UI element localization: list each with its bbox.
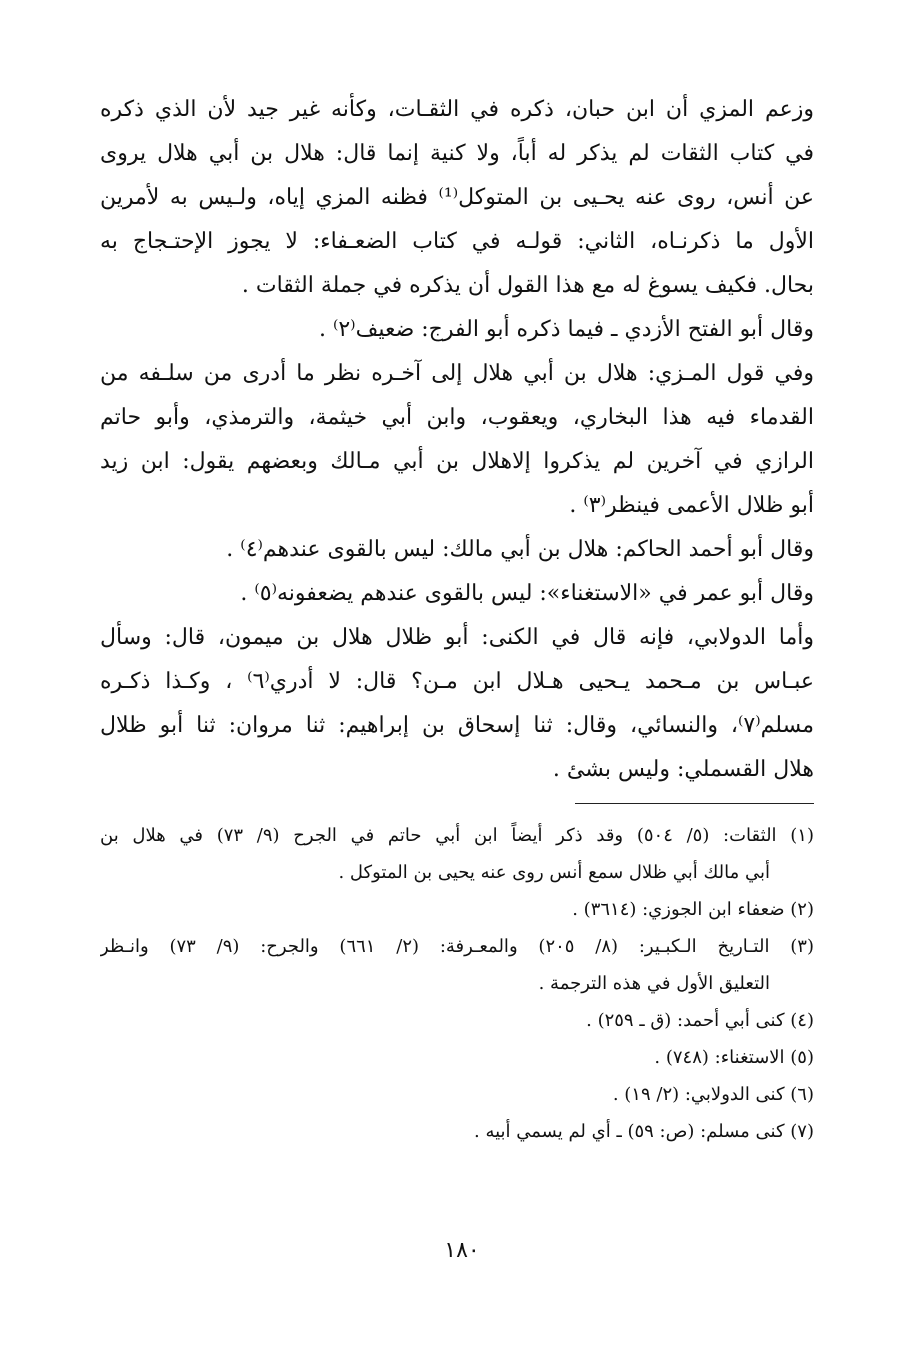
main-text xyxy=(100,88,814,792)
text-line: عن أنس، روى عنه يحـيى بن المتوكل⁽¹⁾ فظنه المزي إياه، ولـيس به لأمرين xyxy=(100,185,814,210)
text-line: القدماء فيه هذا البخاري، ويعقوب، وابن أبي خيثمة، والترمذي، وأبو حاتم xyxy=(100,405,814,430)
footnote-line: (١) الثقات: (٥/ ٥٠٤) وقد ذكر أيضاً ابن أبي حاتم في الجرح (٩/ ٧٣) في هلال بن xyxy=(100,825,814,846)
footnote-line: (٥) الاستغناء: (٧٤٨) . xyxy=(654,1047,814,1068)
text-line: وقال أبو أحمد الحاكم: هلال بن أبي مالك: ليس بالقوى عندهم⁽٤⁾ . xyxy=(226,537,814,562)
footnotes xyxy=(100,817,814,1150)
footnote-line: (٤) كنى أبي أحمد: (ق ـ ٢٥٩) . xyxy=(586,1010,814,1031)
text-line: أبو ظلال الأعمى فينظر⁽٣⁾ . xyxy=(569,493,814,518)
footnote-line: (٣) التـاريخ الـكبـير: (٨/ ٢٠٥) والمعـرفة: (٢/ ٦٦١) والجرح: (٩/ ٧٣) وانـظر xyxy=(100,936,814,957)
text-line: هلال القسملي: وليس بشئ . xyxy=(552,757,814,782)
text-line: وقال أبو الفتح الأزدي ـ فيما ذكره أبو الفرج: ضعيف⁽٢⁾ . xyxy=(318,317,814,342)
text-line: وقال أبو عمر في «الاستغناء»: ليس بالقوى عندهم يضعفونه⁽٥⁾ . xyxy=(240,581,814,606)
footnote-line: (٦) كنى الدولابي: (٢/ ١٩) . xyxy=(612,1084,814,1105)
text-line: وفي قول المـزي: هلال بن أبي هلال إلى آخـره نظر ما أدرى من سلـفه من xyxy=(100,361,814,386)
footnote-line: (٧) كنى مسلم: (ص: ٥٩) ـ أي لم يسمي أبيه . xyxy=(474,1121,814,1142)
text-line: بحال. فكيف يسوغ له مع هذا القول أن يذكره في جملة الثقات . xyxy=(241,273,814,298)
text-line: مسلم⁽٧⁾، والنسائي، وقال: ثنا إسحاق بن إبراهيم: ثنا مروان: ثنا أبو ظلال xyxy=(100,713,814,738)
footnote-separator xyxy=(575,803,814,804)
footnote-line: أبي مالك أبي ظلال سمع أنس روى عنه يحيى بن المتوكل . xyxy=(338,862,770,883)
text-line: الرازي في آخرين لم يذكروا إلاهلال بن أبي مـالك وبعضهم يقول: ابن زيد xyxy=(100,449,814,474)
text-line: الأول ما ذكرنـاه، الثاني: قولـه في كتاب الضعـفاء: لا يجوز الإحتـجاج به xyxy=(100,229,814,254)
text-line: في كتاب الثقات لم يذكر له أباً، ولا كنية إنما قال: هلال بن أبي هلال يروى xyxy=(100,141,814,166)
footnote-line: (٢) ضعفاء ابن الجوزي: (٣٦١٤) . xyxy=(572,899,814,920)
text-line: عبـاس بن مـحمد يـحيى هـلال ابن مـن؟ قال: لا أدري⁽٦⁾ ، وكـذا ذكـره xyxy=(100,669,814,694)
page-number: ١٨٠ xyxy=(444,1238,480,1263)
text-line: وأما الدولابي، فإنه قال في الكنى: أبو ظلال هلال بن ميمون، قال: وسأل xyxy=(100,625,814,650)
text-line: وزعم المزي أن ابن حبان، ذكره في الثقـات، وكأنه غير جيد لأن الذي ذكره xyxy=(100,97,814,122)
footnote-line: التعليق الأول في هذه الترجمة . xyxy=(538,973,770,994)
